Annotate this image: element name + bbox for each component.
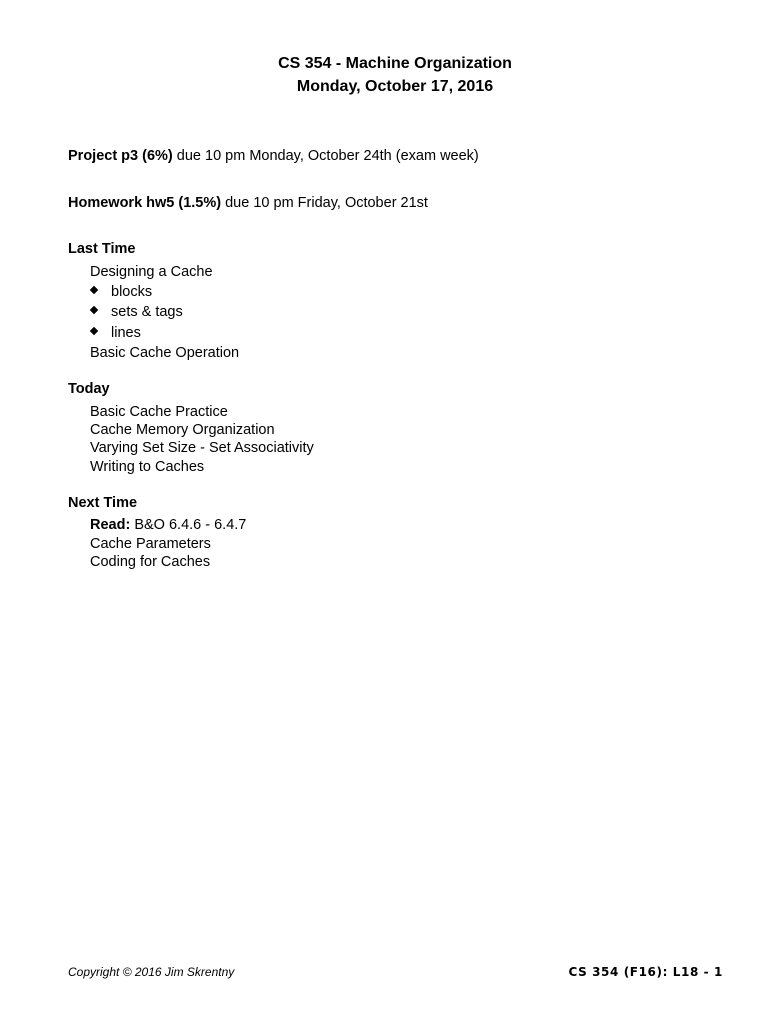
next-time-item: Coding for Caches <box>90 554 211 570</box>
read-label: Read: <box>90 517 131 533</box>
today-item: Basic Cache Practice <box>90 404 228 420</box>
today-item: Varying Set Size - Set Associativity <box>90 440 314 456</box>
announcement-homework-text: due 10 pm Friday, October 21st <box>221 195 428 211</box>
diamond-bullet-icon <box>90 306 98 314</box>
lecture-date: Monday, October 17, 2016 <box>296 78 494 95</box>
next-time-heading: Next Time <box>68 495 138 511</box>
diamond-bullet-icon <box>90 327 98 335</box>
course-title: CS 354 - Machine Organization <box>278 55 512 72</box>
last-time-topic: Designing a Cache <box>90 264 213 280</box>
last-time-after: Basic Cache Operation <box>90 345 240 361</box>
announcement-homework-label: Homework hw5 (1.5%) <box>68 195 222 211</box>
next-time-item: Cache Parameters <box>90 536 211 552</box>
today-item: Cache Memory Organization <box>90 422 275 438</box>
list-item <box>90 283 152 301</box>
read-text: B&O 6.4.6 - 6.4.7 <box>130 517 247 533</box>
last-time-heading: Last Time <box>68 241 136 257</box>
today-heading: Today <box>68 381 110 397</box>
announcement-project-text: due 10 pm Monday, October 24th (exam week) <box>172 148 479 164</box>
announcement-project <box>68 147 479 165</box>
list-item <box>90 303 183 321</box>
list-item-text: sets & tags <box>111 304 183 320</box>
today-item: Writing to Caches <box>90 459 205 475</box>
page-id: CS 354 (F16): L18 - 1 <box>568 965 723 979</box>
announcement-project-label: Project p3 (6%) <box>68 148 173 164</box>
list-item-text: blocks <box>111 284 153 300</box>
next-time-reading <box>90 516 246 534</box>
list-item-text: lines <box>111 325 141 341</box>
list-item <box>90 324 141 342</box>
announcement-homework <box>68 194 428 212</box>
diamond-bullet-icon <box>90 286 98 294</box>
copyright: Copyright © 2016 Jim Skrentny <box>68 965 235 979</box>
